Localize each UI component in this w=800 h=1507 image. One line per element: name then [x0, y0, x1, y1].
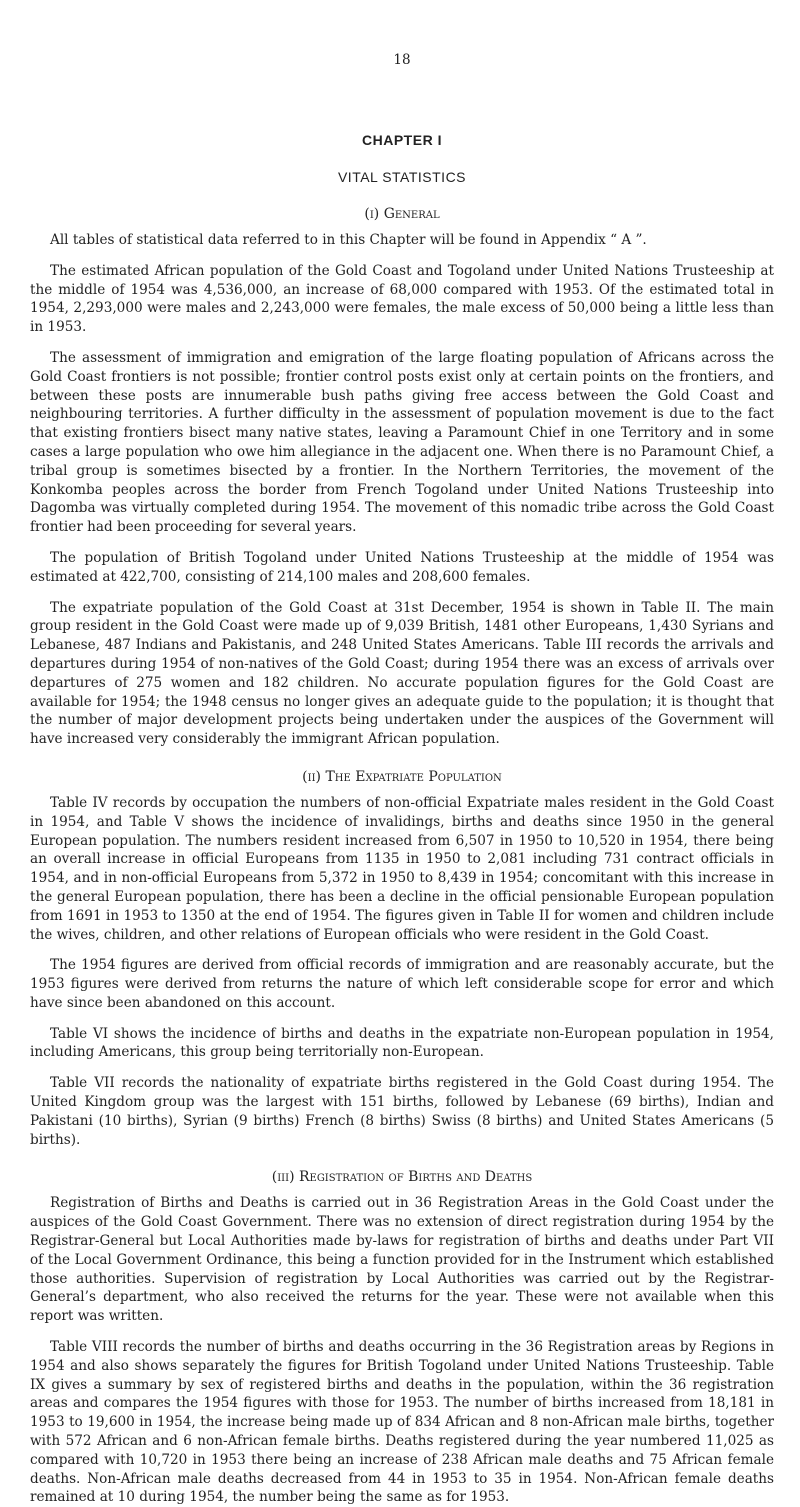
paragraph: Table VIII records the number of births and deaths occurring in the 36 Registration areas by Regions in 1954 and also shows separately the figures for British Togoland under United Nations Trusteeship. Table IX gives a summary by sex of registered births and deaths in the population, within the 36 registration areas and compares the 1954 figures with those for 1953. The number of births increased from 18,181 in 1953 to 19,600 in 1954, the increase being made up of 834 African and 8 non-African male births, together with 572 African and 6 non-African female births. Deaths registered during the year numbered 11,025 as compared with 10,720 in 1953 there being an increase of 238 African male deaths and 75 African female deaths. Non-African male deaths decreased from 44 in 1953 to 35 in 1954. Non-African female deaths remained at 10 during 1954, the number being the same as for 1953. [30, 1339, 774, 1506]
chapter-subtitle: VITAL STATISTICS [337, 169, 467, 185]
paragraph: Registration of Births and Deaths is carried out in 36 Registration Areas in the Gold Coast under the auspices of the Gold Coast Government. There was no extension of direct registration during 1954 by the Registrar-General but Local Authorities made by-laws for registration of births and deaths under Part VII of the Local Government Ordinance, this being a function provided for in the Instrument which established those authorities. Supervision of registration by Local Authorities was carried out by the Registrar-General’s department, who also received the returns for the year. These were not available when this report was written. [30, 1195, 774, 1325]
paragraph: The population of British Togoland under United Nations Trusteeship at the middle of 1954 was estimated at 422,700, consisting of 214,100 males and 208,600 females. [30, 549, 774, 585]
section-heading: (ii) The Expatriate Population [302, 768, 502, 785]
paragraph: Table IV records by occupation the numbers of non-official Expatriate males resident in the Gold Coast in 1954, and Table V shows the incidence of invalidings, births and deaths since 1950 in the general European population. The numbers resident increased from 6,507 in 1950 to 10,520 in 1954, there being an overall increase in official Europeans from 1135 in 1950 to 2,081 including 731 contract officials in 1954, and in non-official Europeans from 5,372 in 1950 to 8,439 in 1954; concomitant with this increase in the general European population, there has been a decline in the official pensionable European population from 1691 in 1953 to 1350 at the end of 1954. The figures given in Table II for women and children include the wives, children, and other relations of European officials who were resident in the Gold Coast. [30, 794, 774, 943]
paragraph: The assessment of immigration and emigration of the large floating population of Africans across the Gold Coast frontiers is not possible; frontier control posts exist only at certain points on the frontiers, and between these posts are innumerable bush paths giving free access between the Gold Coast and neighbouring territories. A further difficulty in the assessment of population movement is due to the fact that existing frontiers bisect many native states, leaving a Paramount Chief in one Territory and in some cases a large population who owe him allegiance in the adjacent one. When there is no Paramount Chief, a tribal group is sometimes bisected by a frontier. In the Northern Territories, the movement of the Konkomba peoples across the border from French Togoland under United Nations Trusteeship into Dagomba was virtually completed during 1954. The movement of this nomadic tribe across the Gold Coast frontier had been proceeding for several years. [30, 349, 774, 536]
section-general [30, 206, 774, 749]
paragraph: The estimated African population of the Gold Coast and Togoland under United Nations Trusteeship at the middle of 1954 was 4,536,000, an increase of 68,000 compared with 1953. Of the estimated total in 1954, 2,293,000 were males and 2,243,000 were females, the male excess of 50,000 being a little less than in 1953. [30, 262, 774, 336]
page-number: 18 [393, 52, 411, 68]
section-heading: (i) General [364, 206, 440, 222]
paragraph: All tables of statistical data referred to in this Chapter will be found in Appendix “ A ”. [50, 232, 647, 248]
section-heading: (iii) Registration of Births and Deaths [271, 1169, 533, 1186]
paragraph: Table VI shows the incidence of births and deaths in the expatriate non-European population in 1954, including Americans, this group being territorially non-European. [30, 1025, 774, 1061]
paragraph: Table VII records the nationality of expatriate births registered in the Gold Coast during 1954. The United Kingdom group was the largest with 151 births, followed by Lebanese (69 births), Indian and Pakistani (10 births), Syrian (9 births) French (8 births) Swiss (8 births) and United States Americans (5 births). [30, 1075, 774, 1148]
section-expatriate-population [30, 769, 774, 1150]
chapter-title: CHAPTER I [362, 132, 442, 148]
section-registration [30, 1169, 774, 1507]
paragraph: The expatriate population of the Gold Coast at 31st December, 1954 is shown in Table II. The main group resident in the Gold Coast were made up of 9,039 British, 1481 other Europeans, 1,430 Syrians and Lebanese, 487 Indians and Pakistanis, and 248 United States Americans. Table III records the arrivals and departures during 1954 of non-natives of the Gold Coast; during 1954 there was an excess of arrivals over departures of 275 women and 182 children. No accurate population figures for the Gold Coast are available for 1954; the 1948 census no longer gives an adequate guide to the population; it is thought that the number of major development projects being undertaken under the auspices of the Government will have increased very considerably the immigrant African population. [30, 599, 774, 748]
paragraph: The 1954 figures are derived from official records of immigration and are reasonably accurate, but the 1953 figures were derived from returns the nature of which left considerable scope for error and which have since been abandoned on this account. [30, 957, 774, 1011]
